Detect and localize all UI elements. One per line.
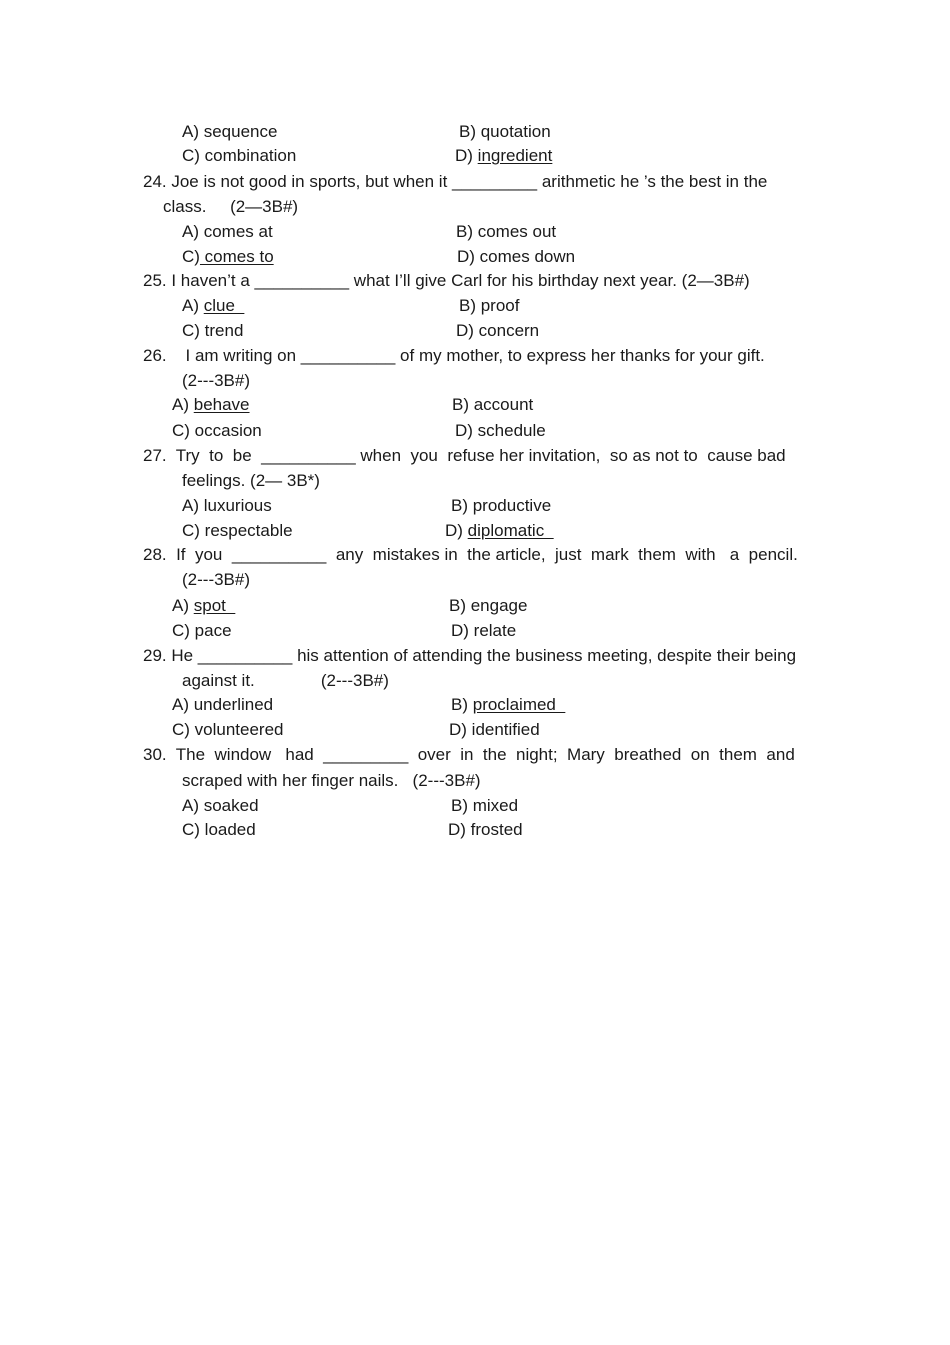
q30-option-d: D) frosted — [448, 820, 523, 839]
q28-option-c: C) pace — [172, 621, 232, 640]
q23-option-c: C) combination — [182, 146, 297, 165]
q26-option-d: D) schedule — [455, 421, 546, 440]
q29-stem-line1: 29. He __________ his attention of attending the business meeting, despite their being — [143, 646, 797, 665]
q27-option-c: C) respectable — [182, 521, 293, 540]
option-label: C) — [182, 247, 200, 266]
q28-stem-line2: (2---3B#) — [182, 570, 251, 589]
q26-stem-line1: 26. I am writing on __________ of my mother, to express her thanks for your gift. — [143, 346, 765, 365]
answer-underline: clue — [203, 296, 245, 315]
q27-option-d — [445, 521, 554, 541]
option-label: D) — [445, 521, 468, 540]
q23-option-a: A) sequence — [182, 122, 278, 141]
option-label: A) — [172, 395, 194, 414]
answer-underline: ingredient — [477, 146, 553, 165]
q26-option-a — [172, 395, 250, 415]
option-label: A) — [182, 296, 204, 315]
q30-option-b: B) mixed — [451, 796, 519, 815]
option-label: A) — [172, 596, 194, 615]
q25-option-a — [182, 296, 244, 316]
q24-stem-line1: 24. Joe is not good in sports, but when it _________ arithmetic he ’s the best in the — [143, 172, 768, 191]
option-label: D) — [455, 146, 478, 165]
option-label: B) — [451, 695, 473, 714]
q30-option-c: C) loaded — [182, 820, 256, 839]
q30-stem-line2: scraped with her finger nails. (2---3B#) — [182, 771, 481, 790]
q24-option-b: B) comes out — [456, 222, 557, 241]
answer-underline: spot — [193, 596, 236, 615]
q30-stem-line1: 30. The window had _________ over in the night; Mary breathed on them and — [143, 745, 795, 764]
q28-option-a — [172, 596, 235, 616]
q28-option-d: D) relate — [451, 621, 517, 640]
q27-stem-line2: feelings. (2— 3B*) — [182, 471, 320, 490]
q24-stem-line2: class. (2—3B#) — [163, 197, 299, 216]
q23-option-d — [455, 146, 552, 166]
q28-option-b: B) engage — [449, 596, 528, 615]
answer-underline: comes to — [199, 247, 274, 266]
q24-option-c — [182, 247, 274, 267]
q26-stem-line2: (2---3B#) — [182, 371, 251, 390]
q29-option-b — [451, 695, 565, 715]
q28-stem-line1: 28. If you __________ any mistakes in the article, just mark them with a pencil. — [143, 545, 798, 564]
q27-option-a: A) luxurious — [182, 496, 272, 515]
answer-underline: proclaimed — [472, 695, 566, 714]
answer-underline: diplomatic — [467, 521, 554, 540]
q29-option-c: C) volunteered — [172, 720, 284, 739]
q25-option-c: C) trend — [182, 321, 244, 340]
q26-option-c: C) occasion — [172, 421, 262, 440]
q25-option-d: D) concern — [456, 321, 540, 340]
q25-option-b: B) proof — [459, 296, 520, 315]
q26-option-b: B) account — [452, 395, 534, 414]
q29-stem-line2: against it. (2---3B#) — [182, 671, 389, 690]
answer-underline: behave — [193, 395, 250, 414]
q29-option-d: D) identified — [449, 720, 540, 739]
q30-option-a: A) soaked — [182, 796, 259, 815]
q25-stem-line1: 25. I haven’t a __________ what I’ll give Carl for his birthday next year. (2—3B#) — [143, 271, 750, 290]
q23-option-b: B) quotation — [459, 122, 551, 141]
q24-option-a: A) comes at — [182, 222, 273, 241]
q24-option-d: D) comes down — [457, 247, 576, 266]
q29-option-a: A) underlined — [172, 695, 274, 714]
q27-option-b: B) productive — [451, 496, 552, 515]
q27-stem-line1: 27. Try to be __________ when you refuse her invitation, so as not to cause bad — [143, 446, 786, 465]
